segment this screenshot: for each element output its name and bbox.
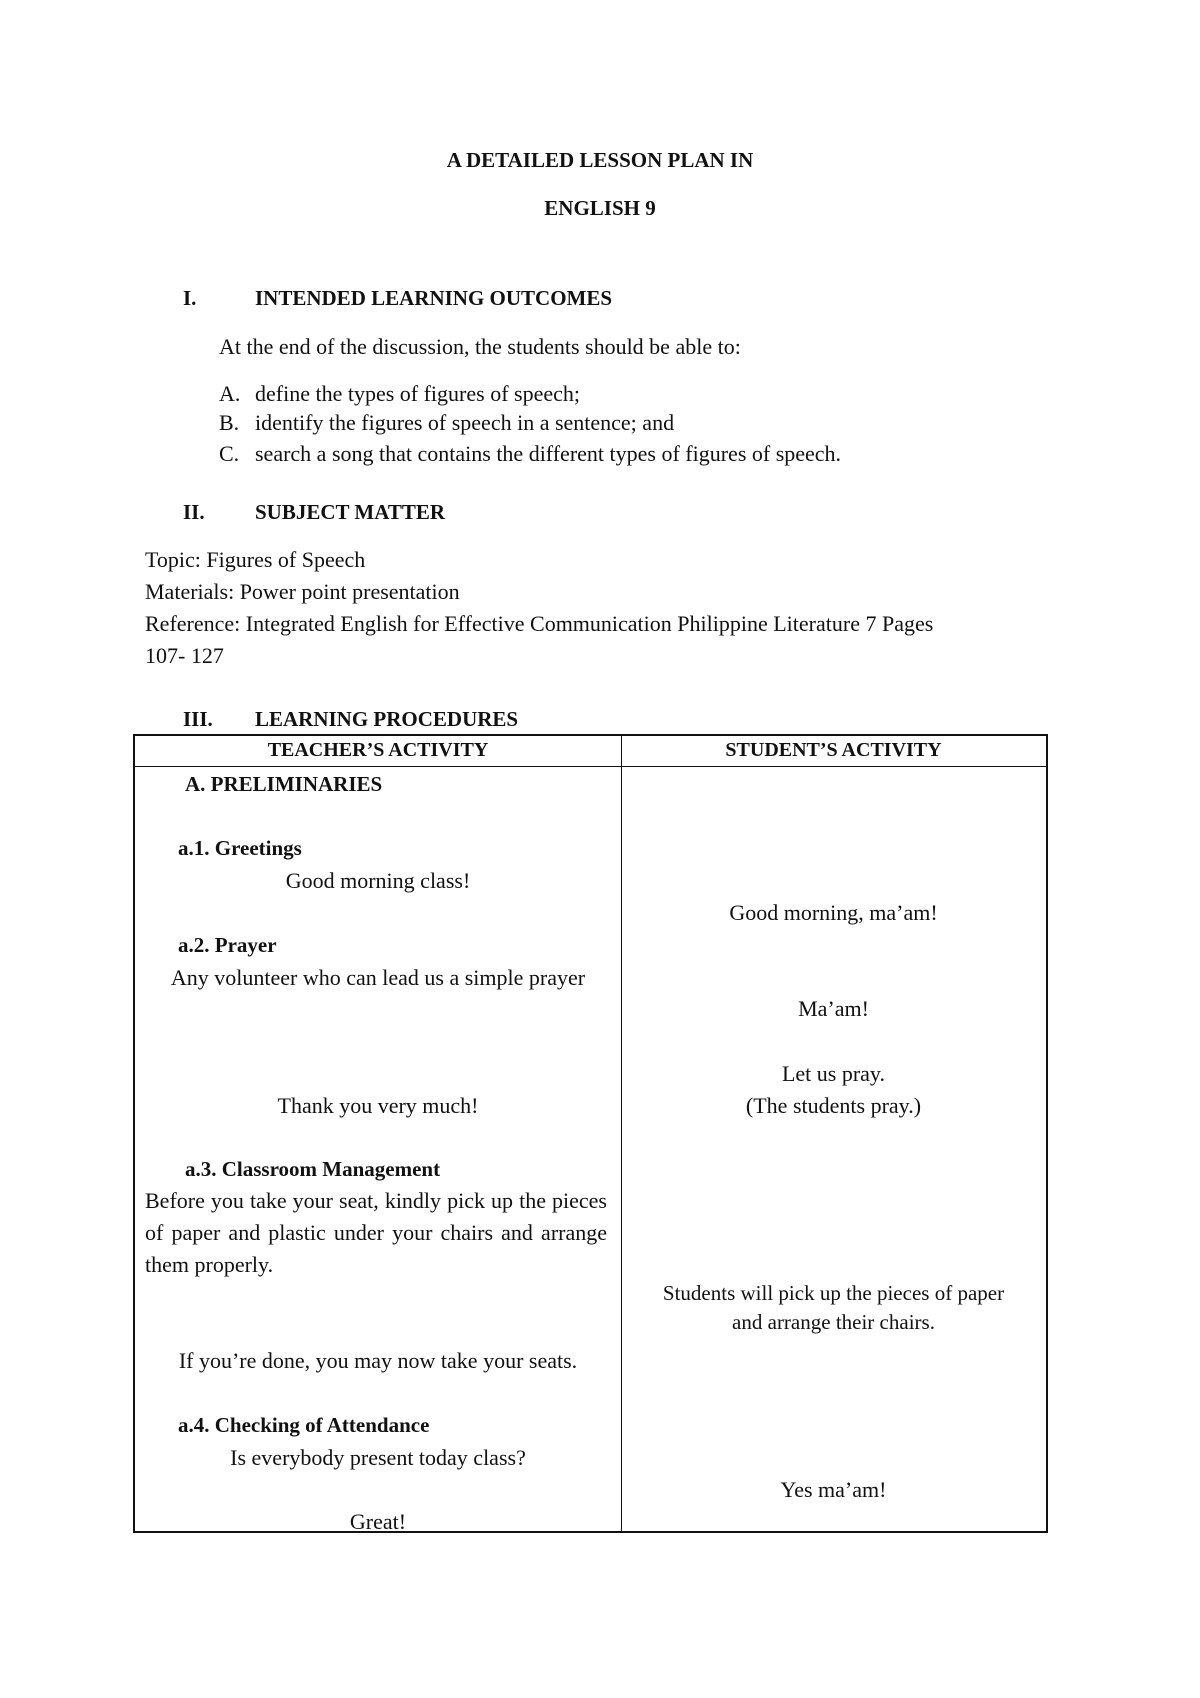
section2-heading: SUBJECT MATTER xyxy=(255,500,446,524)
learning-procedures-table xyxy=(133,734,1048,1533)
teacher-attendance-question: Is everybody present today class? xyxy=(230,1445,526,1470)
teacher-classroom-instruction: Before you take your seat, kindly pick up the pieces of paper and plastic under your chairs and arrange them properly. xyxy=(145,1188,607,1277)
teacher-greeting: Good morning class! xyxy=(285,868,471,893)
student-pickup-line1: Students will pick up the pieces of paper xyxy=(662,1281,1005,1305)
objective-text-c: search a song that contains the different types of figures of speech. xyxy=(255,441,842,466)
table-header-divider xyxy=(135,766,1046,767)
objective-text-a: define the types of figures of speech; xyxy=(255,381,580,406)
student-volunteer: Ma’am! xyxy=(798,996,869,1021)
student-pickup-line2: and arrange their chairs. xyxy=(732,1310,935,1334)
section3-numeral: III. xyxy=(183,707,213,731)
teacher-prayer-request: Any volunteer who can lead us a simple prayer xyxy=(170,965,586,990)
student-attendance-answer: Yes ma’am! xyxy=(780,1477,887,1502)
subject-topic: Topic: Figures of Speech xyxy=(145,547,366,572)
student-greeting: Good morning, ma’am! xyxy=(729,900,938,925)
teacher-activity-header: TEACHER’S ACTIVITY xyxy=(267,739,489,761)
section2-numeral: II. xyxy=(183,500,205,524)
section3-heading: LEARNING PROCEDURES xyxy=(255,707,519,731)
student-let-us-pray: Let us pray. xyxy=(781,1061,886,1086)
objective-letter-c: C. xyxy=(219,441,240,466)
student-activity-header: STUDENT’S ACTIVITY xyxy=(725,739,942,761)
objective-letter-b: B. xyxy=(219,410,240,435)
table-column-divider xyxy=(621,736,622,1531)
teacher-great: Great! xyxy=(349,1509,407,1534)
section1-heading: INTENDED LEARNING OUTCOMES xyxy=(255,286,613,310)
section1-intro: At the end of the discussion, the students should be able to: xyxy=(219,334,741,359)
teacher-thanks: Thank you very much! xyxy=(277,1093,479,1118)
teacher-take-seats: If you’re done, you may now take your seats. xyxy=(178,1348,578,1373)
attendance-label: a.4. Checking of Attendance xyxy=(178,1413,430,1437)
student-prayer-action: (The students pray.) xyxy=(745,1093,922,1118)
classroom-management-label: a.3. Classroom Management xyxy=(185,1157,441,1181)
prayer-label: a.2. Prayer xyxy=(178,933,277,957)
objective-text-b: identify the figures of speech in a sentence; and xyxy=(255,410,675,435)
greetings-label: a.1. Greetings xyxy=(178,836,302,860)
document-title-line2: ENGLISH 9 xyxy=(544,196,656,220)
section1-numeral: I. xyxy=(183,286,197,310)
subject-reference-line2: 107- 127 xyxy=(145,643,224,668)
objective-letter-a: A. xyxy=(219,381,241,406)
document-title-line1: A DETAILED LESSON PLAN IN xyxy=(446,148,754,172)
preliminaries-label: A. PRELIMINARIES xyxy=(185,772,383,796)
subject-materials: Materials: Power point presentation xyxy=(145,579,460,604)
subject-reference-line1: Reference: Integrated English for Effective Communication Philippine Literature 7 Pages xyxy=(145,611,934,636)
